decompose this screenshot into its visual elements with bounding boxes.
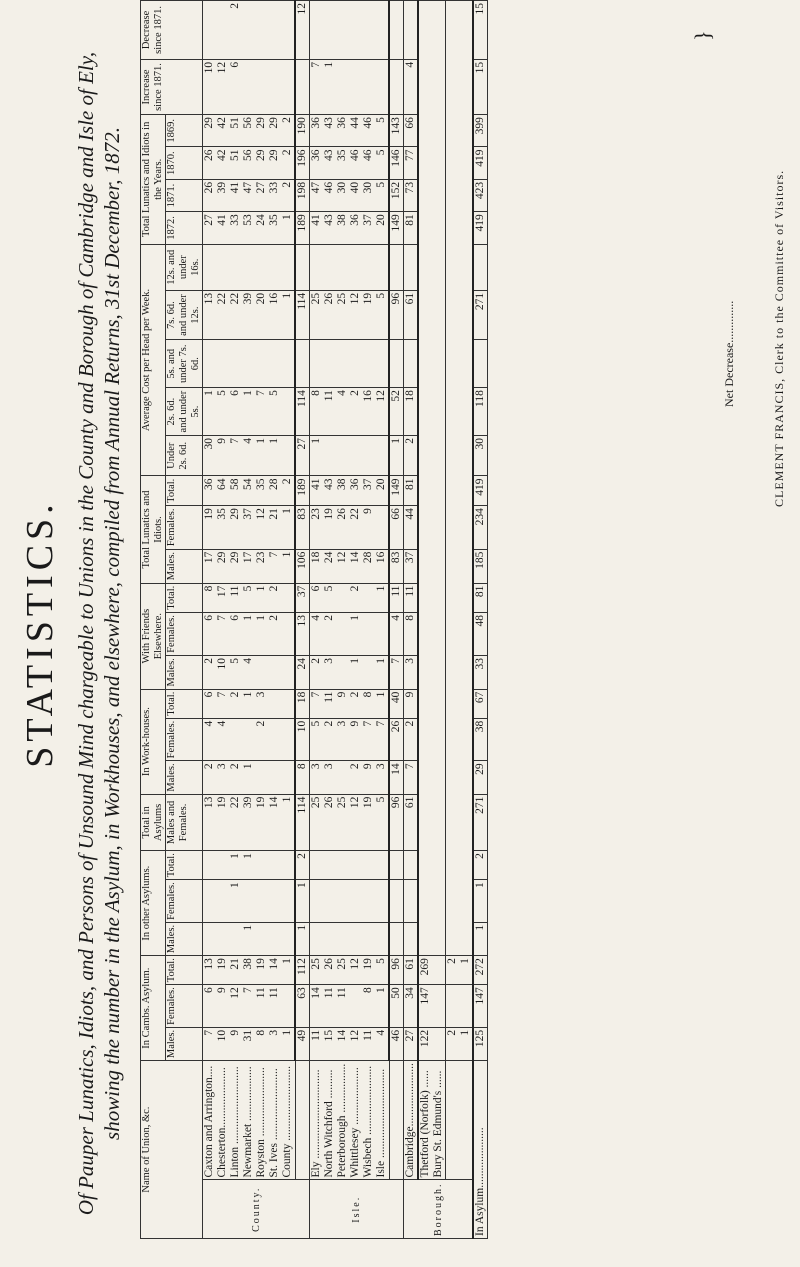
in-asylum-col-4: 1 bbox=[473, 880, 488, 923]
county-col-24: 29 42 51 56 29 29 2 bbox=[203, 115, 296, 147]
county-sum-6: 114 bbox=[295, 794, 310, 851]
county-sum-24: 190 bbox=[295, 115, 310, 147]
in-asylum-col-24: 399 bbox=[473, 115, 488, 147]
in-asylum-col-8: 38 bbox=[473, 718, 488, 761]
borough-col-6: 61 bbox=[404, 794, 419, 851]
clerk-signature: CLEMENT FRANCIS, Clerk to the Committee of Visitors. bbox=[772, 169, 786, 507]
in-asylum-col-20 bbox=[473, 244, 488, 290]
borough-col-26 bbox=[404, 1, 419, 60]
brace-mark: } bbox=[690, 30, 715, 41]
subtitle-line-1: Of Pauper Lunatics, Idiots, and Persons of Unsound Mind chargeable to Unions in the County and Borough of Cambridge and Isle of Ely, bbox=[74, 51, 98, 1216]
in-asylum-col-9: 67 bbox=[473, 689, 488, 718]
in-asylum-col-12: 81 bbox=[473, 583, 488, 612]
header-cost-5: 12s. and under 16s. bbox=[166, 244, 203, 290]
isle-sum-8: 26 bbox=[389, 718, 404, 761]
county-union-names: Caxton and Arrington.... Chesterton..................... Linton ........................... Newmarket ................... Royston ........................ St. Ives ......................... County .......................... bbox=[203, 1061, 296, 1180]
in-asylum-col-3: 1 bbox=[473, 922, 488, 955]
isle-sum-15: 149 bbox=[389, 476, 404, 506]
borough-union-name: Cambridge...................... bbox=[404, 1061, 419, 1180]
county-col-19: 13 22 22 39 20 16 1 bbox=[203, 290, 296, 339]
county-col-22: 26 39 41 47 27 33 2 bbox=[203, 179, 296, 211]
in-asylum-col-19: 271 bbox=[473, 290, 488, 339]
borough-col-5 bbox=[404, 851, 419, 880]
isle-col-5 bbox=[310, 851, 390, 880]
header-females: Females. bbox=[166, 612, 203, 655]
totals-sum-1: 147 bbox=[418, 985, 446, 1028]
isle-col-22: 47 46 30 40 30 5 bbox=[310, 179, 390, 211]
isle-col-25: 7 1 bbox=[310, 59, 390, 114]
isle-col-3 bbox=[310, 922, 390, 955]
isle-union-names: Ely ............................... North Witchford .......... Peterborough ................. Whittlesey .................... Wisbech ........................ Isle ............................... bbox=[310, 1061, 390, 1180]
isle-sum-25 bbox=[389, 59, 404, 114]
header-males: Males. bbox=[166, 922, 203, 955]
totals-sum-0: 122 bbox=[418, 1027, 446, 1060]
borough-row bbox=[404, 1, 419, 1239]
borough-col-0: 27 bbox=[404, 1027, 419, 1060]
header-total: Total. bbox=[166, 583, 203, 612]
in-asylum-col-14: 234 bbox=[473, 506, 488, 550]
isle-sum-10: 7 bbox=[389, 656, 404, 690]
borough-col-21: 81 bbox=[404, 212, 419, 244]
county-col-25: 10 12 6 bbox=[203, 59, 296, 114]
isle-sum-23: 146 bbox=[389, 147, 404, 179]
header-year-1870: 1870. bbox=[166, 147, 203, 179]
other-union-names: Thetford (Norfolk) ...... Bury St. Edmund's ...... bbox=[418, 1061, 446, 1180]
county-sum-23: 196 bbox=[295, 147, 310, 179]
isle-sum-21: 149 bbox=[389, 212, 404, 244]
county-col-6: 13 19 22 39 19 14 1 bbox=[203, 794, 296, 851]
county-sum-8: 10 bbox=[295, 718, 310, 761]
header-decrease: Decrease since 1871. bbox=[141, 1, 203, 60]
isle-col-9: 7 11 9 2 8 1 bbox=[310, 689, 390, 718]
header-total-asylums: Total in Asylums bbox=[141, 794, 166, 851]
borough-col-7: 7 bbox=[404, 761, 419, 794]
isle-col-21: 41 43 38 36 37 20 bbox=[310, 212, 390, 244]
isle-col-17: 8 11 4 2 16 12 bbox=[310, 388, 390, 436]
isle-sum-0: 46 bbox=[389, 1027, 404, 1060]
header-total: Total. bbox=[166, 689, 203, 718]
isle-sum-1: 50 bbox=[389, 985, 404, 1028]
isle-sum-5 bbox=[389, 851, 404, 880]
header-in-cambs: In Cambs. Asylum. bbox=[141, 956, 166, 1061]
header-cost-3: 5s. and under 7s. 6d. bbox=[166, 340, 203, 388]
county-col-11: 6 7 6 1 1 2 bbox=[203, 612, 296, 655]
borough-col-17: 18 bbox=[404, 388, 419, 436]
isle-sum-17: 52 bbox=[389, 388, 404, 436]
county-col-16: 30 9 7 4 1 1 bbox=[203, 436, 296, 476]
isle-col-26 bbox=[310, 1, 390, 60]
county-sum-25 bbox=[295, 59, 310, 114]
county-sum-17: 114 bbox=[295, 388, 310, 436]
isle-col-24: 36 43 36 44 46 5 bbox=[310, 115, 390, 147]
in-asylum-row bbox=[473, 1, 488, 1239]
county-sum-21: 189 bbox=[295, 212, 310, 244]
header-females: Females. bbox=[166, 506, 203, 550]
section-county: County. bbox=[203, 1180, 310, 1239]
header-males: Males. bbox=[166, 656, 203, 690]
isle-sum-4 bbox=[389, 880, 404, 923]
header-males: Males. bbox=[166, 549, 203, 583]
statistics-table bbox=[140, 0, 488, 1239]
county-sum-20 bbox=[295, 244, 310, 290]
net-decrease-label: Net Decrease.............. bbox=[722, 300, 736, 407]
isle-sum-13: 83 bbox=[389, 549, 404, 583]
county-sum-1: 63 bbox=[295, 985, 310, 1028]
borough-col-13: 37 bbox=[404, 549, 419, 583]
in-asylum-col-21: 419 bbox=[473, 212, 488, 244]
county-sum-13: 106 bbox=[295, 549, 310, 583]
county-sum-0: 49 bbox=[295, 1027, 310, 1060]
header-with-friends: With Friends Elsewhere. bbox=[141, 583, 166, 689]
county-col-20 bbox=[203, 244, 296, 290]
county-sum-9: 18 bbox=[295, 689, 310, 718]
isle-col-2: 25 26 25 12 19 5 bbox=[310, 956, 390, 985]
isle-sum-26 bbox=[389, 1, 404, 60]
isle-sum-14: 66 bbox=[389, 506, 404, 550]
borough-col-4 bbox=[404, 880, 419, 923]
county-sum-7: 8 bbox=[295, 761, 310, 794]
isle-sum-2: 96 bbox=[389, 956, 404, 985]
in-asylum-col-16: 30 bbox=[473, 436, 488, 476]
isle-col-0: 11 15 14 12 11 4 bbox=[310, 1027, 390, 1060]
header-males: Males. bbox=[166, 1027, 203, 1060]
page-title: STATISTICS. bbox=[19, 499, 61, 768]
county-col-12: 8 17 11 5 1 2 bbox=[203, 583, 296, 612]
in-asylum-col-25: 15 bbox=[473, 59, 488, 114]
other-unions-col-1 bbox=[446, 985, 474, 1028]
county-col-1: 6 9 12 7 11 11 bbox=[203, 985, 296, 1028]
borough-col-1: 34 bbox=[404, 985, 419, 1028]
county-col-21: 27 41 33 53 24 35 1 bbox=[203, 212, 296, 244]
isle-col-19: 25 26 25 12 19 5 bbox=[310, 290, 390, 339]
county-rows bbox=[203, 1, 296, 1239]
borough-col-20 bbox=[404, 244, 419, 290]
county-sum-5: 2 bbox=[295, 851, 310, 880]
isle-col-6: 25 26 25 12 19 5 bbox=[310, 794, 390, 851]
county-col-23: 26 42 51 56 29 29 2 bbox=[203, 147, 296, 179]
county-col-26: 2 bbox=[203, 1, 296, 60]
in-asylum-col-22: 423 bbox=[473, 179, 488, 211]
isle-sum-3 bbox=[389, 922, 404, 955]
county-col-4: 1 bbox=[203, 880, 296, 923]
in-asylum-label: In Asylum..................... bbox=[473, 1061, 488, 1239]
header-cost-2: 2s. 6d. and under 5s. bbox=[166, 388, 203, 436]
county-col-10: 2 10 5 4 bbox=[203, 656, 296, 690]
totals-sum-2: 269 bbox=[418, 956, 446, 985]
isle-col-23: 36 43 35 46 46 5 bbox=[310, 147, 390, 179]
header-in-other: In other Asylums. bbox=[141, 851, 166, 956]
borough-col-18 bbox=[404, 340, 419, 388]
isle-sum-22: 152 bbox=[389, 179, 404, 211]
county-sum-3: 1 bbox=[295, 922, 310, 955]
county-col-15: 36 64 58 54 35 28 2 bbox=[203, 476, 296, 506]
borough-col-19: 61 bbox=[404, 290, 419, 339]
isle-col-15: 41 43 38 36 37 20 bbox=[310, 476, 390, 506]
isle-sum-18 bbox=[389, 340, 404, 388]
in-asylum-col-1: 147 bbox=[473, 985, 488, 1028]
isle-sum-24: 143 bbox=[389, 115, 404, 147]
county-sum-15: 189 bbox=[295, 476, 310, 506]
county-sum-14: 83 bbox=[295, 506, 310, 550]
isle-sum-11: 4 bbox=[389, 612, 404, 655]
county-sum-19: 114 bbox=[295, 290, 310, 339]
isle-sum-20 bbox=[389, 244, 404, 290]
header-total: Total. bbox=[166, 476, 203, 506]
section-isle: Isle. bbox=[310, 1180, 404, 1239]
isle-sum-9: 40 bbox=[389, 689, 404, 718]
county-col-2: 13 19 21 38 19 14 1 bbox=[203, 956, 296, 985]
header-males-and-females: Males and Females. bbox=[166, 794, 203, 851]
header-total-years: Total Lunatics and Idiots in the Years. bbox=[141, 115, 166, 244]
header-year-1871: 1871. bbox=[166, 179, 203, 211]
isle-sum-16: 1 bbox=[389, 436, 404, 476]
isle-col-12: 6 5 2 1 bbox=[310, 583, 390, 612]
county-col-8: 4 4 2 bbox=[203, 718, 296, 761]
county-col-5: 1 1 bbox=[203, 851, 296, 880]
in-asylum-col-23: 419 bbox=[473, 147, 488, 179]
borough-col-3 bbox=[404, 922, 419, 955]
county-sum-12: 37 bbox=[295, 583, 310, 612]
borough-col-15: 81 bbox=[404, 476, 419, 506]
county-sum-26: 12 bbox=[295, 1, 310, 60]
borough-col-12: 11 bbox=[404, 583, 419, 612]
borough-col-10: 3 bbox=[404, 656, 419, 690]
in-asylum-col-26: 15 bbox=[473, 1, 488, 60]
in-asylum-col-7: 29 bbox=[473, 761, 488, 794]
isle-col-10: 2 3 1 1 bbox=[310, 656, 390, 690]
in-asylum-col-10: 33 bbox=[473, 656, 488, 690]
county-sum-18 bbox=[295, 340, 310, 388]
isle-sum-19: 96 bbox=[389, 290, 404, 339]
header-name-of-union: Name of Union, &c. bbox=[141, 1061, 203, 1239]
county-col-13: 17 29 29 17 23 7 1 bbox=[203, 549, 296, 583]
in-asylum-col-0: 125 bbox=[473, 1027, 488, 1060]
county-sum-22: 198 bbox=[295, 179, 310, 211]
county-col-3: 1 bbox=[203, 922, 296, 955]
isle-col-18 bbox=[310, 340, 390, 388]
header-cost-4: 7s. 6d. and under 12s. bbox=[166, 290, 203, 339]
header-total-lunatics: Total Lunatics and Idiots. bbox=[141, 476, 166, 583]
borough-col-11: 8 bbox=[404, 612, 419, 655]
header-average-cost: Average Cost per Head per Week. bbox=[141, 244, 166, 476]
in-asylum-col-17: 118 bbox=[473, 388, 488, 436]
other-unions-row bbox=[446, 1, 474, 1239]
borough-col-8: 2 bbox=[404, 718, 419, 761]
county-col-0: 7 10 9 31 8 3 1 bbox=[203, 1027, 296, 1060]
isle-col-1: 14 11 11 8 1 bbox=[310, 985, 390, 1028]
isle-sum-12: 11 bbox=[389, 583, 404, 612]
borough-col-9: 9 bbox=[404, 689, 419, 718]
in-asylum-col-6: 271 bbox=[473, 794, 488, 851]
county-sum-2: 112 bbox=[295, 956, 310, 985]
isle-col-20 bbox=[310, 244, 390, 290]
header-increase: Increase since 1871. bbox=[141, 59, 203, 114]
borough-col-14: 44 bbox=[404, 506, 419, 550]
in-asylum-col-11: 48 bbox=[473, 612, 488, 655]
borough-col-22: 73 bbox=[404, 179, 419, 211]
county-sum-10: 24 bbox=[295, 656, 310, 690]
header-in-workhouses: In Work-houses. bbox=[141, 689, 166, 794]
header-cost-1: Under 2s. 6d. bbox=[166, 436, 203, 476]
isle-col-13: 18 24 12 14 28 16 bbox=[310, 549, 390, 583]
borough-col-24: 66 bbox=[404, 115, 419, 147]
header-females: Females. bbox=[166, 985, 203, 1028]
isle-col-7: 3 3 2 9 3 bbox=[310, 761, 390, 794]
borough-col-16: 2 bbox=[404, 436, 419, 476]
header-females: Females. bbox=[166, 880, 203, 923]
county-sum-11: 13 bbox=[295, 612, 310, 655]
header-total: Total. bbox=[166, 956, 203, 985]
county-sum-row bbox=[295, 1, 310, 1239]
county-col-18 bbox=[203, 340, 296, 388]
in-asylum-col-15: 419 bbox=[473, 476, 488, 506]
isle-rows bbox=[310, 1, 390, 1239]
borough-col-2: 61 bbox=[404, 956, 419, 985]
county-col-7: 2 3 2 1 bbox=[203, 761, 296, 794]
isle-col-14: 23 19 26 22 9 bbox=[310, 506, 390, 550]
in-asylum-col-2: 272 bbox=[473, 956, 488, 985]
header-males: Males. bbox=[166, 761, 203, 794]
isle-sum-7: 14 bbox=[389, 761, 404, 794]
county-col-9: 6 7 2 1 3 bbox=[203, 689, 296, 718]
borough-col-25: 4 bbox=[404, 59, 419, 114]
borough-col-23: 77 bbox=[404, 147, 419, 179]
other-unions-col-0: 2 1 bbox=[446, 1027, 474, 1060]
isle-col-11: 4 2 1 bbox=[310, 612, 390, 655]
county-sum-4: 1 bbox=[295, 880, 310, 923]
isle-col-16: 1 bbox=[310, 436, 390, 476]
totals-row bbox=[418, 1, 446, 1239]
county-sum-16: 27 bbox=[295, 436, 310, 476]
isle-col-4 bbox=[310, 880, 390, 923]
isle-sum-6: 96 bbox=[389, 794, 404, 851]
header-females: Females. bbox=[166, 718, 203, 761]
county-col-14: 19 35 29 37 12 21 1 bbox=[203, 506, 296, 550]
in-asylum-col-13: 185 bbox=[473, 549, 488, 583]
in-asylum-col-18 bbox=[473, 340, 488, 388]
other-unions-col-2: 2 1 bbox=[446, 956, 474, 985]
header-year-1869: 1869. bbox=[166, 115, 203, 147]
header-total: Total. bbox=[166, 851, 203, 880]
section-borough: Borough. bbox=[404, 1180, 474, 1239]
subtitle-line-2: showing the number in the Asylum, in Workhouses, and elsewhere, compiled from Annual Returns, 31st December, 1872. bbox=[100, 127, 124, 1140]
in-asylum-col-5: 2 bbox=[473, 851, 488, 880]
isle-col-8: 5 2 3 9 7 7 bbox=[310, 718, 390, 761]
header-year-1872: 1872. bbox=[166, 212, 203, 244]
isle-sum-row bbox=[389, 1, 404, 1239]
county-col-17: 1 5 6 1 7 5 bbox=[203, 388, 296, 436]
